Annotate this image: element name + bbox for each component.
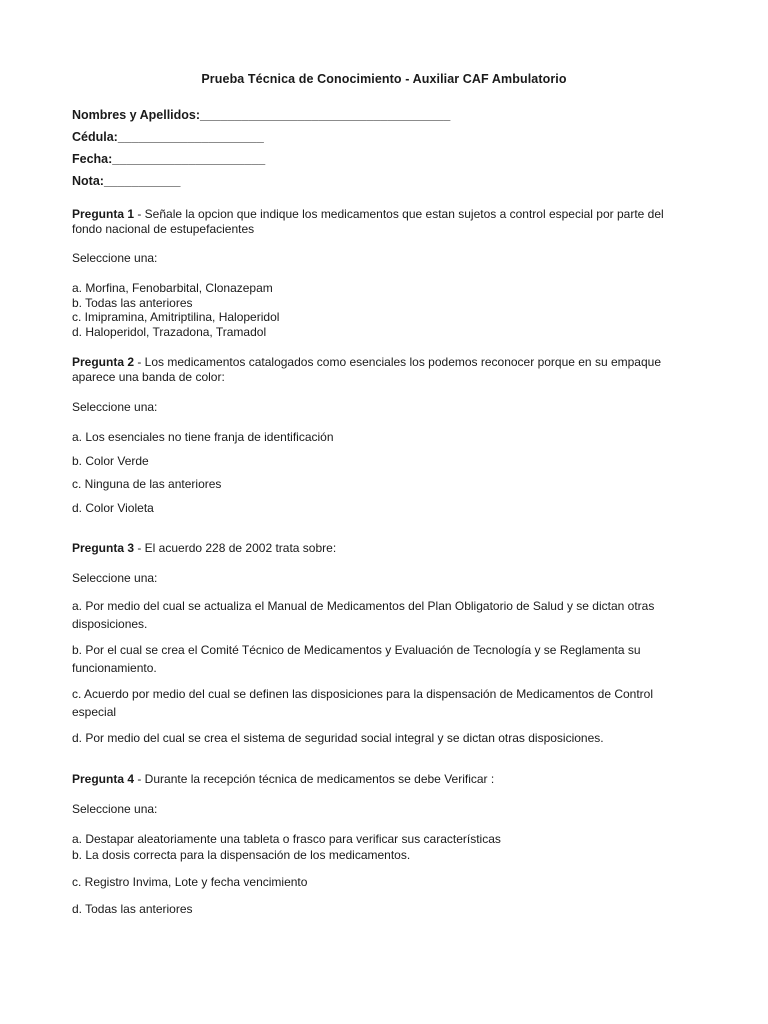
cedula-field: Cédula:_____________________ bbox=[72, 130, 264, 144]
question-3-option-b: b. Por el cual se crea el Comité Técnico de Medicamentos y Evaluación de Tecnología y se Reglamenta su funcionamiento. bbox=[72, 643, 641, 675]
question-3-select-prompt: Seleccione una: bbox=[72, 571, 158, 585]
question-4-option-b: b. La dosis correcta para la dispensación de los medicamentos. bbox=[72, 848, 411, 862]
question-4-option-c: c. Registro Invima, Lote y fecha vencimiento bbox=[72, 875, 308, 889]
question-4-label: Pregunta 4 bbox=[72, 772, 135, 786]
question-2 bbox=[72, 355, 696, 385]
question-4 bbox=[72, 772, 696, 787]
question-1 bbox=[72, 207, 696, 237]
question-2-option-a: a. Los esenciales no tiene franja de identificación bbox=[72, 430, 334, 444]
question-3-option-c: c. Acuerdo por medio del cual se definen las disposiciones para la dispensación de Medicamentos de Control especial bbox=[72, 687, 654, 719]
question-2-option-c: c. Ninguna de las anteriores bbox=[72, 477, 222, 491]
question-3-label: Pregunta 3 bbox=[72, 541, 135, 555]
question-1-option-c: c. Imipramina, Amitriptilina, Haloperidol bbox=[72, 310, 280, 324]
question-2-label: Pregunta 2 bbox=[72, 355, 135, 369]
question-1-option-a: a. Morfina, Fenobarbital, Clonazepam bbox=[72, 281, 273, 295]
question-3-option-a: a. Por medio del cual se actualiza el Manual de Medicamentos del Plan Obligatorio de Salud y se dictan otras disposiciones. bbox=[72, 599, 655, 631]
name-field: Nombres y Apellidos:____________________________________ bbox=[72, 108, 451, 122]
question-1-option-b: b. Todas las anteriores bbox=[72, 296, 193, 310]
document-title: Prueba Técnica de Conocimiento - Auxiliar CAF Ambulatorio bbox=[201, 72, 567, 86]
question-2-option-b: b. Color Verde bbox=[72, 454, 149, 468]
question-1-label: Pregunta 1 bbox=[72, 207, 135, 221]
question-3-option-d: d. Por medio del cual se crea el sistema de seguridad social integral y se dictan otras disposiciones. bbox=[72, 731, 604, 745]
question-3-text: - El acuerdo 228 de 2002 trata sobre: bbox=[134, 541, 337, 555]
question-2-text: - Los medicamentos catalogados como esenciales los podemos reconocer porque en su empaque aparece una banda de color: bbox=[72, 355, 661, 384]
fecha-field: Fecha:______________________ bbox=[72, 152, 266, 166]
question-1-select-prompt: Seleccione una: bbox=[72, 251, 158, 265]
question-1-option-d: d. Haloperidol, Trazadona, Tramadol bbox=[72, 325, 267, 339]
question-2-select-prompt: Seleccione una: bbox=[72, 400, 158, 414]
question-4-option-d: d. Todas las anteriores bbox=[72, 902, 193, 916]
question-4-select-prompt: Seleccione una: bbox=[72, 802, 158, 816]
question-4-option-a: a. Destapar aleatoriamente una tableta o frasco para verificar sus características bbox=[72, 832, 501, 846]
question-2-option-d: d. Color Violeta bbox=[72, 501, 154, 515]
question-4-text: - Durante la recepción técnica de medicamentos se debe Verificar : bbox=[134, 772, 495, 786]
question-1-text: - Señale la opcion que indique los medicamentos que estan sujetos a control especial por parte del fondo nacional de estupefacientes bbox=[72, 207, 664, 236]
nota-field: Nota:___________ bbox=[72, 174, 181, 188]
question-3 bbox=[72, 541, 696, 556]
